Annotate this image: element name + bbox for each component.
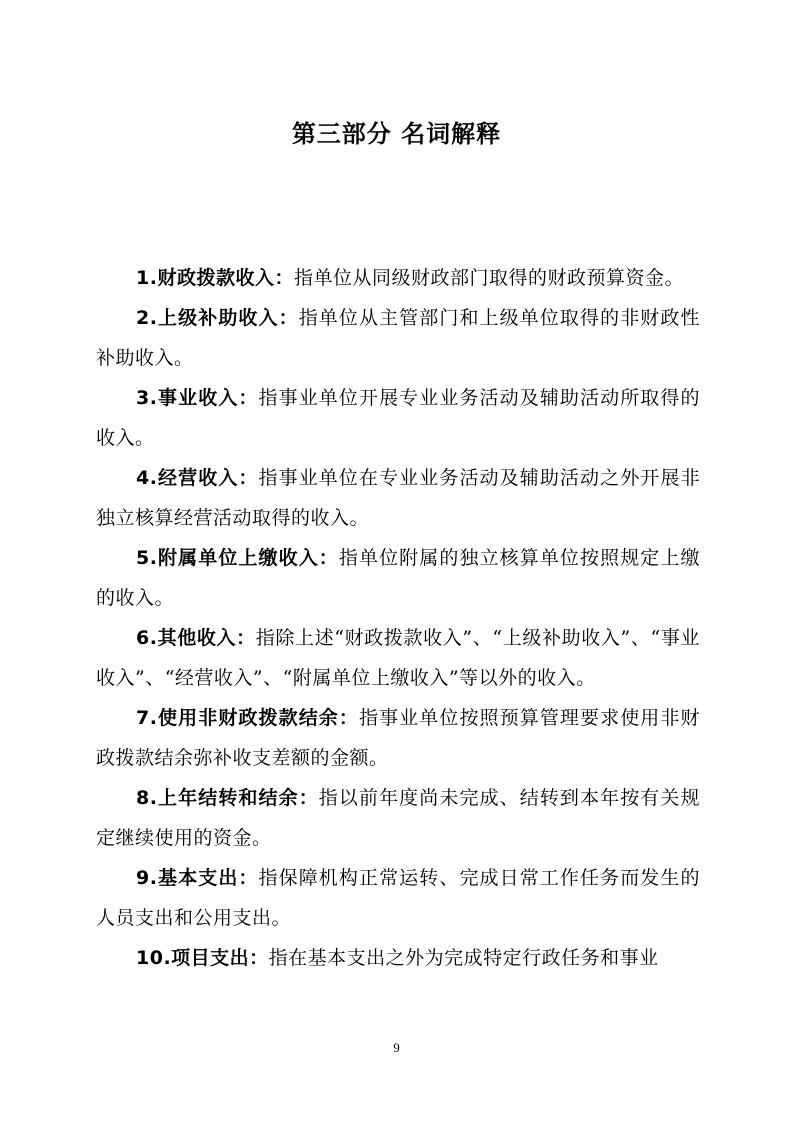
definition-term: 5.附属单位上缴收入：: [136, 547, 339, 569]
definition-term: 3.事业收入：: [136, 387, 259, 409]
definition-item: [96, 538, 700, 618]
definition-item: [96, 298, 700, 378]
page-number: 9: [393, 1040, 400, 1055]
definition-term: 2.上级补助收入：: [136, 307, 299, 329]
definition-text: 指以前年度尚未完成、结转到本年按有关规定继续使用的资金。: [96, 787, 700, 849]
definition-term: 9.基本支出：: [136, 867, 259, 889]
definition-text: 指单位从主管部门和上级单位取得的非财政性补助收入。: [96, 307, 700, 369]
definition-item: [96, 618, 700, 698]
definition-text: 指除上述“财政拨款收入”、“上级补助收入”、“事业收入”、“经营收入”、“附属单位上缴收入”等以外的收入。: [96, 627, 700, 689]
definition-item: [96, 938, 700, 978]
page-title: 第三部分 名词解释: [291, 120, 502, 148]
definition-item: [96, 458, 700, 538]
definitions-list: [96, 258, 700, 978]
definition-item: [96, 378, 700, 458]
definition-item: [96, 258, 700, 298]
definition-item: [96, 778, 700, 858]
definition-text: 指单位附属的独立核算单位按照规定上缴的收入。: [96, 547, 700, 609]
definition-text: 指事业单位开展专业业务活动及辅助活动所取得的收入。: [96, 387, 700, 449]
definition-text: 指事业单位按照预算管理要求使用非财政拨款结余弥补收支差额的金额。: [96, 707, 700, 769]
definition-term: 1.财政拨款收入：: [136, 267, 294, 289]
definition-term: 6.其他收入：: [136, 627, 256, 649]
definition-text: 指在基本支出之外为完成特定行政任务和事业: [268, 947, 659, 969]
definition-item: [96, 698, 700, 778]
definition-term: 7.使用非财政拨款结余：: [136, 707, 359, 729]
definition-text: 指事业单位在专业业务活动及辅助活动之外开展非独立核算经营活动取得的收入。: [96, 467, 700, 529]
definition-term: 4.经营收入：: [136, 467, 259, 489]
definition-text: 指保障机构正常运转、完成日常工作任务而发生的人员支出和公用支出。: [96, 867, 700, 929]
definition-term: 10.项目支出：: [136, 947, 269, 969]
definition-text: 指单位从同级财政部门取得的财政预算资金。: [293, 267, 684, 289]
definition-item: [96, 858, 700, 938]
definition-term: 8.上年结转和结余：: [136, 787, 319, 809]
